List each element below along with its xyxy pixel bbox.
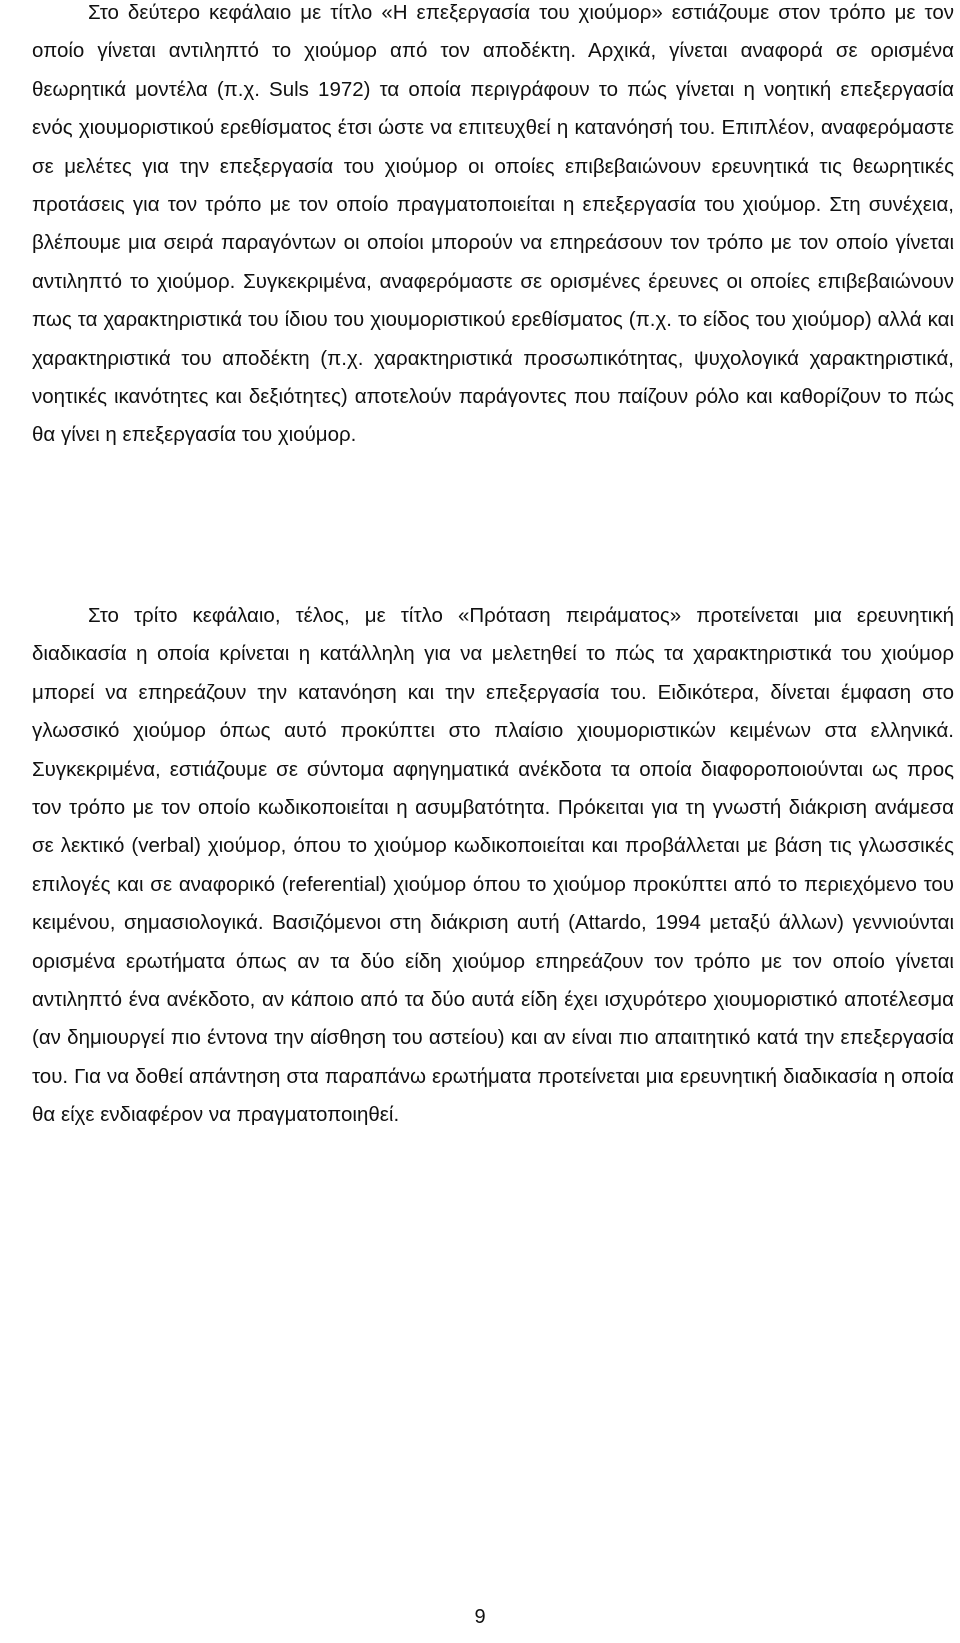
paragraph-chapter-three [32,597,954,1135]
paragraph-text: Στο δεύτερο κεφάλαιο με τίτλο «Η επεξεργασία του χιούμορ» εστιάζουμε στον τρόπο με τον οποίο γίνεται αντιληπτό το χιούμορ από τον αποδέκτη. Αρχικά, γίνεται αναφορά σε ορισμένα θεωρητικά μοντέλα (π.χ. Suls 1972) τα οποία περιγράφουν το πώς γίνεται η νοητική επεξεργασία ενός χιουμοριστικού ερεθίσματος έτσι ώστε να επιτευχθεί η κατανόησή του. Επιπλέον, αναφερόμαστε σε μελέτες για την επεξεργασία του χιούμορ οι οποίες επιβεβαιώνουν ερευνητικά τις θεωρητικές προτάσεις για τον τρόπο με τον οποίο πραγματοποιείται η επεξεργασία του χιούμορ. Στη συνέχεια, βλέπουμε μια σειρά παραγόντων οι οποίοι μπορούν να επηρεάσουν τον τρόπο με τον οποίο γίνεται αντιληπτό το χιούμορ. Συγκεκριμένα, αναφερόμαστε σε ορισμένες έρευνες οι οποίες επιβεβαιώνουν πως τα χαρακτηριστικά του ίδιου του χιουμοριστικού ερεθίσματος (π.χ. το είδος του χιούμορ) αλλά και χαρακτηριστικά του αποδέκτη (π.χ. χαρακτηριστικά προσωπικότητας, ψυχολογικά χαρακτηριστικά, νοητικές ικανότητες και δεξιότητες) αποτελούν παράγοντες που παίζουν ρόλο και καθορίζουν το πώς θα γίνει η επεξεργασία του χιούμορ. [32,1,954,447]
page-number: 9 [474,1606,486,1628]
paragraph-chapter-two [32,0,954,455]
paragraph-text: Στο τρίτο κεφάλαιο, τέλος, με τίτλο «Πρόταση πειράματος» προτείνεται μια ερευνητική διαδικασία η οποία κρίνεται η κατάλληλη για να μελετηθεί το πώς τα χαρακτηριστικά του χιούμορ μπορεί να επηρεάζουν την κατανόηση και την επεξεργασία του. Ειδικότερα, δίνεται έμφαση στο γλωσσικό χιούμορ όπως αυτό προκύπτει στο πλαίσιο χιουμοριστικών κειμένων στα ελληνικά. Συγκεκριμένα, εστιάζουμε σε σύντομα αφηγηματικά ανέκδοτα τα οποία διαφοροποιούνται ως προς τον τρόπο με τον οποίο κωδικοποιείται η ασυμβατότητα. Πρόκειται για τη γνωστή διάκριση ανάμεσα σε λεκτικό (verbal) χιούμορ, όπου το χιούμορ κωδικοποιείται και προβάλλεται με βάση τις γλωσσικές επιλογές και σε αναφορικό (referential) χιούμορ όπου το χιούμορ προκύπτει από το περιεχόμενο του κειμένου, σημασιολογικά. Βασιζόμενοι στη διάκριση αυτή (Attardo, 1994 μεταξύ άλλων) γεννιούνται ορισμένα ερωτήματα όπως αν τα δύο είδη χιούμορ επηρεάζουν τον τρόπο με τον οποίο γίνεται αντιληπτό ένα ανέκδοτο, αν κάποιο από τα δύο αυτά είδη έχει ισχυρότερο χιουμοριστικό αποτέλεσμα (αν δημιουργεί πιο έντονα την αίσθηση του αστείου) και αν είναι πιο απαιτητικό κατά την επεξεργασία του. Για να δοθεί απάντηση στα παραπάνω ερωτήματα προτείνεται μια ερευνητική διαδικασία η οποία θα είχε ενδιαφέρον να πραγματοποιηθεί. [32,604,954,1127]
